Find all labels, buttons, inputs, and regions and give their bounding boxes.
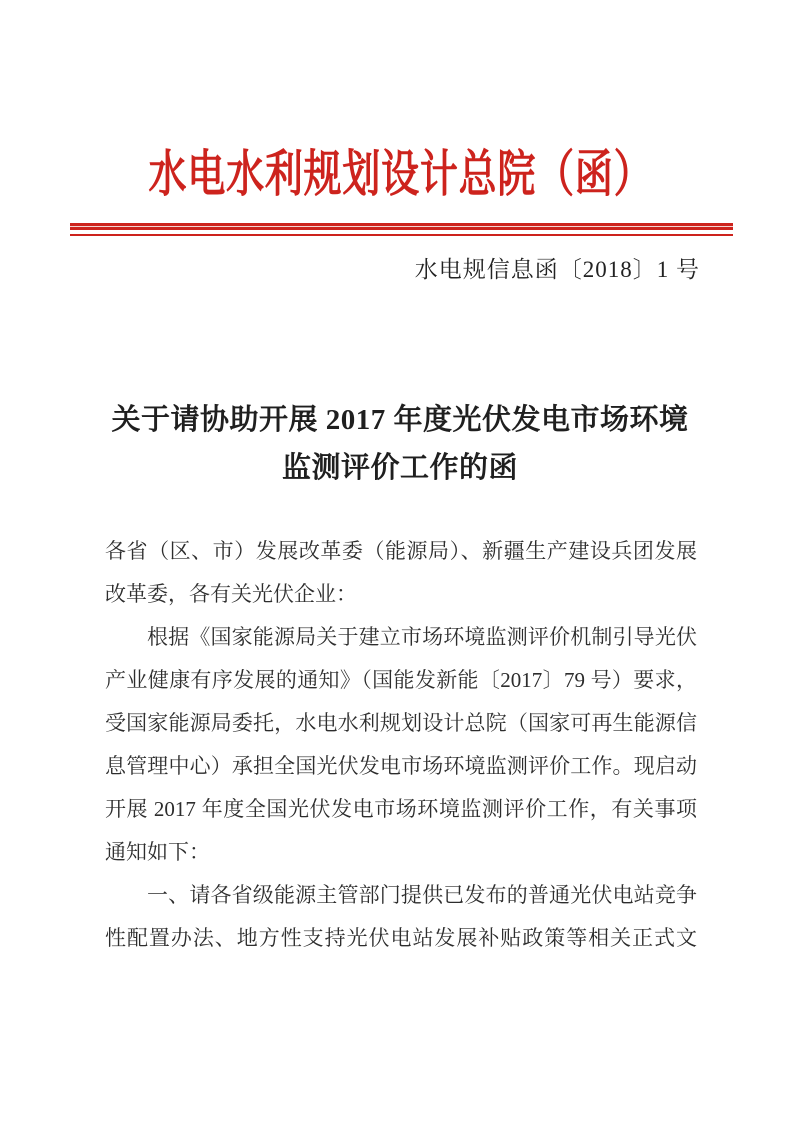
body-line: 产业健康有序发展的通知》（国能发新能〔2017〕79 号）要求， <box>105 668 697 692</box>
body-text <box>105 530 697 960</box>
body-line: 受国家能源局委托，水电水利规划设计总院（国家可再生能源信 <box>105 711 697 735</box>
body-line: 一、请各省级能源主管部门提供已发布的普通光伏电站竞争 <box>147 883 697 907</box>
title-line-1: 关于请协助开展 2017 年度光伏发电市场环境 <box>111 404 689 436</box>
letterhead-title-text: 水电水利规划设计总院（函） <box>148 146 652 202</box>
body-line: 息管理中心）承担全国光伏发电市场环境监测评价工作。现启动 <box>105 754 697 778</box>
body-line: 性配置办法、地方性支持光伏电站发展补贴政策等相关正式文 <box>105 926 697 950</box>
body-line: 各省（区、市）发展改革委（能源局）、新疆生产建设兵团发展 <box>105 539 697 563</box>
body-line: 开展 2017 年度全国光伏发电市场环境监测评价工作，有关事项 <box>105 797 697 821</box>
title-line-2: 监测评价工作的函 <box>281 452 518 484</box>
body-line: 改革委，各有关光伏企业： <box>105 582 357 606</box>
body-line: 通知如下： <box>105 840 210 864</box>
red-divider <box>70 223 733 236</box>
body-line: 根据《国家能源局关于建立市场环境监测评价机制引导光伏 <box>147 625 697 649</box>
document-title <box>0 396 800 492</box>
red-divider-thin-line <box>70 234 733 236</box>
letterhead-title <box>0 138 800 210</box>
doc-number: 水电规信息函〔2018〕1 号 <box>414 257 700 282</box>
